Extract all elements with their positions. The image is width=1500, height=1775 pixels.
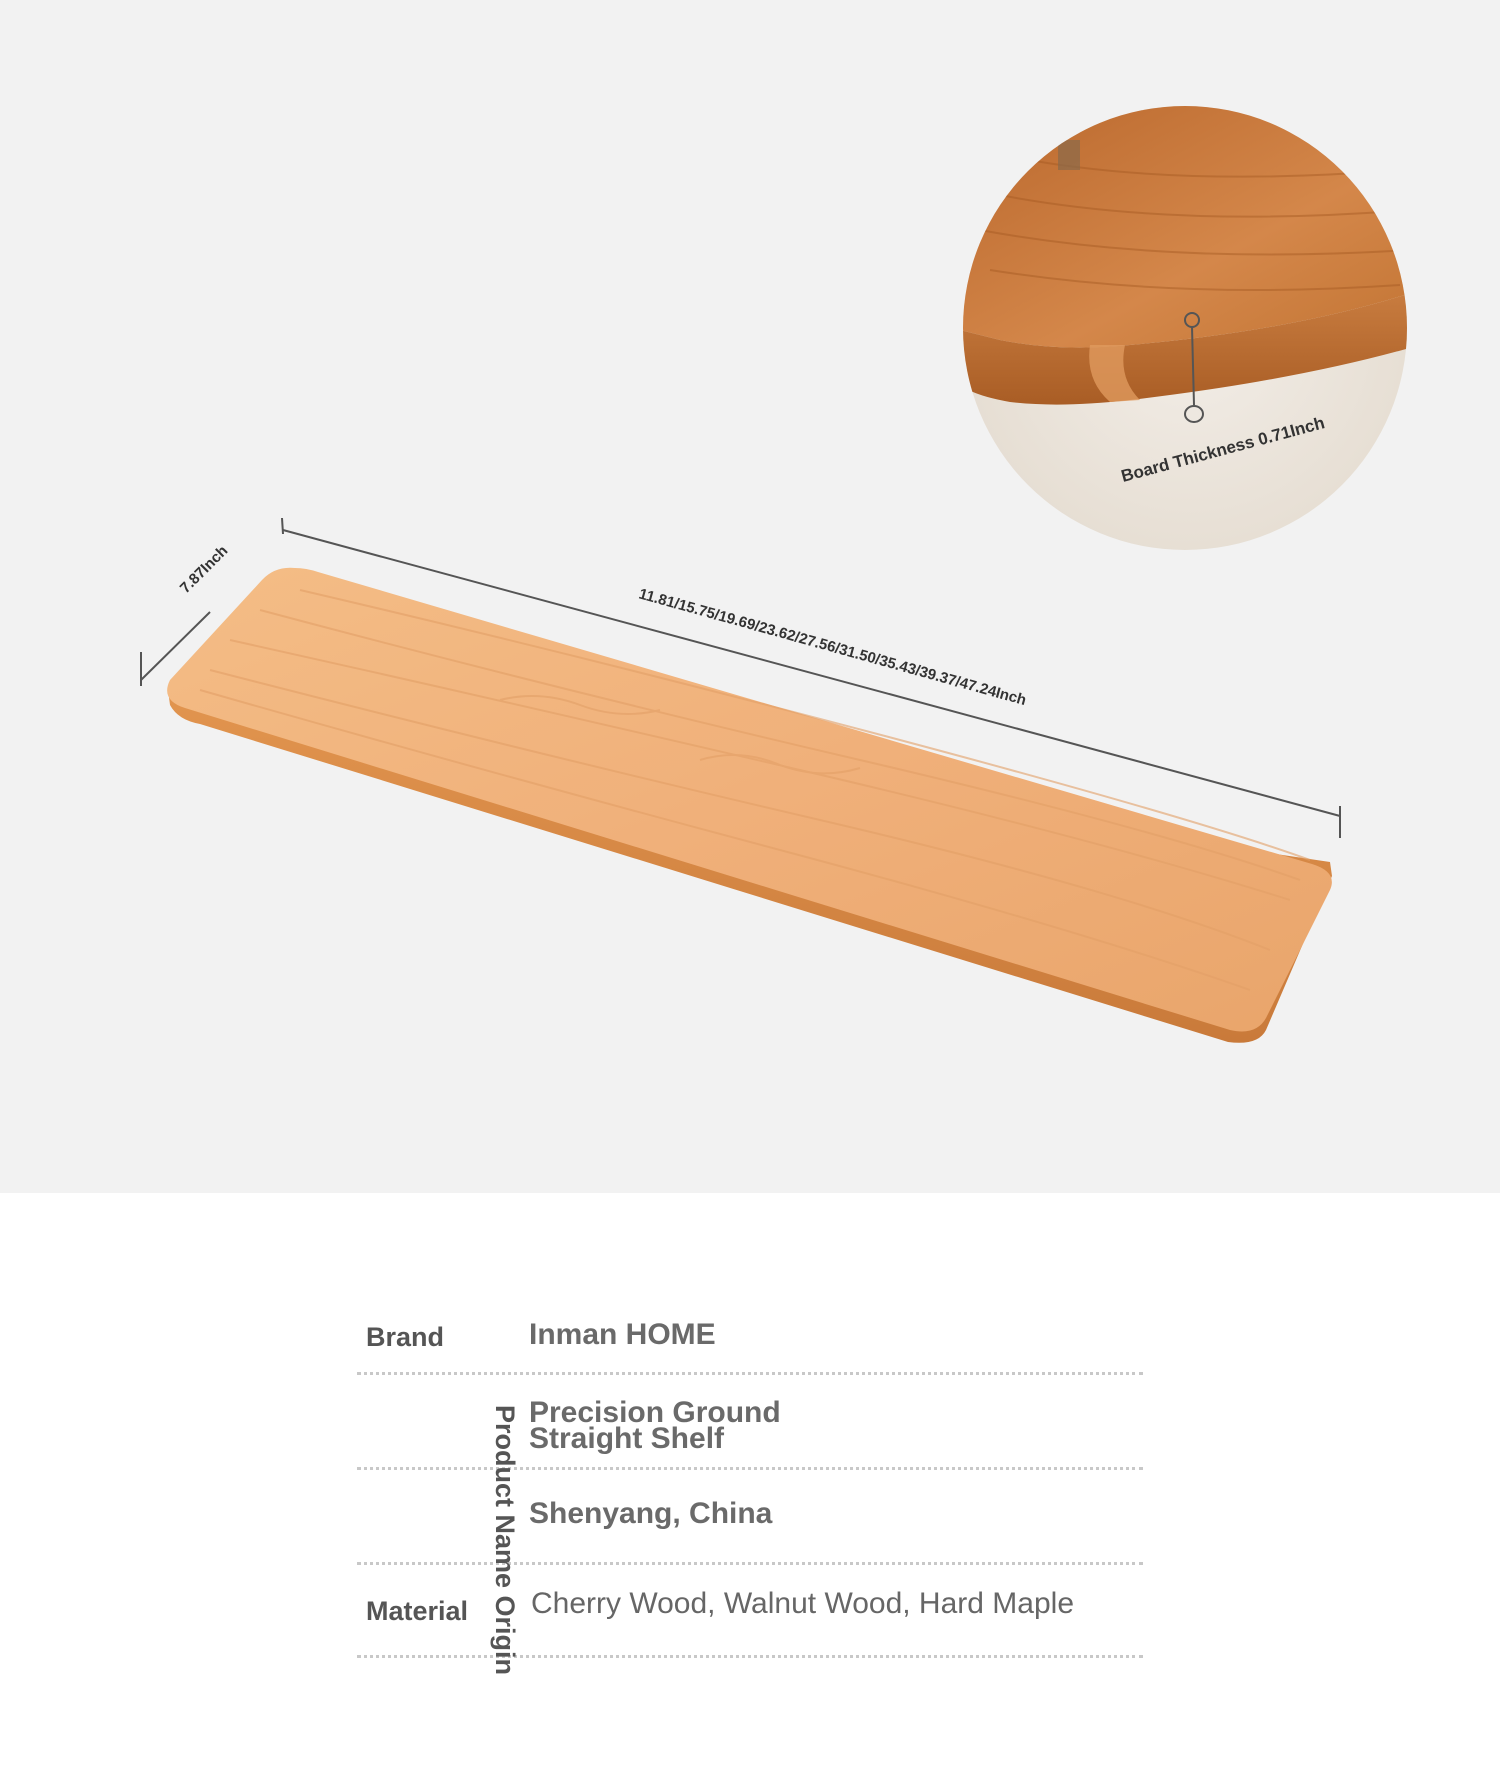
origin-value: Shenyang, China	[529, 1497, 773, 1530]
row-divider	[357, 1372, 1143, 1375]
product-name-line2: Straight Shelf	[529, 1422, 725, 1455]
brand-label: Brand	[366, 1322, 445, 1352]
product-name-origin-label-wrap	[490, 1405, 520, 1677]
board-top	[167, 568, 1332, 1032]
length-dimension-label: 11.81/15.75/19.69/23.62/27.56/31.50/35.43/39.37/47.24Inch	[636, 585, 1029, 710]
row-divider	[357, 1562, 1143, 1565]
width-dimension-label: 7.87Inch	[176, 542, 232, 597]
row-divider	[357, 1655, 1143, 1658]
brand-value: Inman HOME	[529, 1318, 716, 1351]
row-divider	[357, 1467, 1143, 1470]
material-label: Material	[366, 1596, 469, 1626]
product-name-line1: Precision Ground	[529, 1396, 781, 1429]
thickness-label: Board Thickness 0.71Inch	[1119, 413, 1327, 486]
material-value: Cherry Wood, Walnut Wood, Hard Maple	[531, 1587, 1075, 1620]
thickness-closeup	[960, 100, 1420, 560]
product-name-origin-label: Product Name Origin	[490, 1405, 520, 1676]
